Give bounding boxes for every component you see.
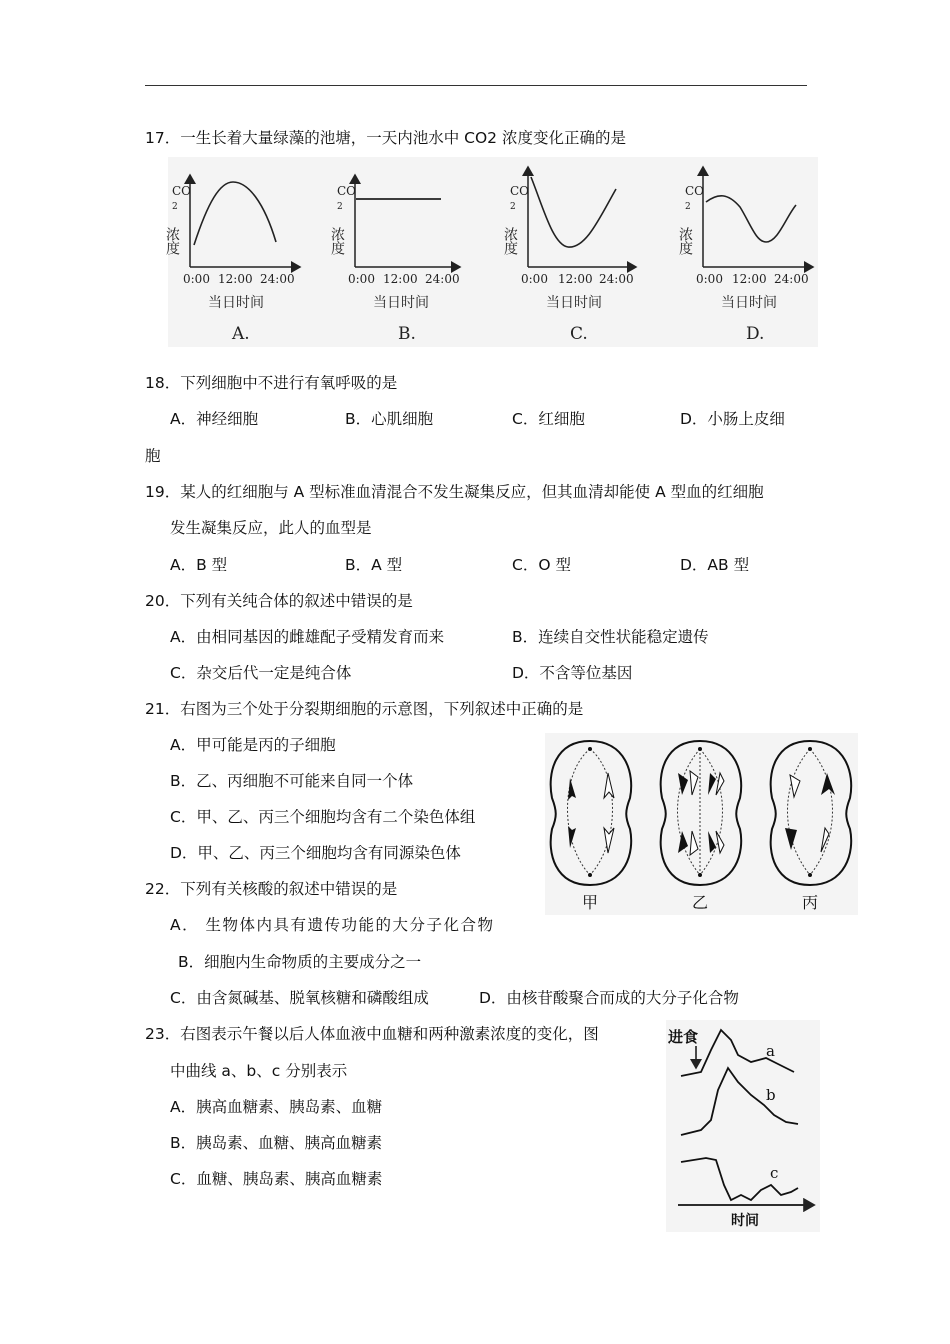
- curve-label-c: c: [770, 1164, 779, 1182]
- q22-option-c: C．由含氮碱基、脱氧核糖和磷酸组成: [170, 989, 429, 1007]
- graph-b: [329, 175, 460, 344]
- graph-c: [502, 167, 636, 344]
- q20-option-c: C．杂交后代一定是纯合体: [170, 664, 352, 682]
- q19-stem-line1: 19．某人的红细胞与 A 型标准血清混合不发生凝集反应，但其血清却能使 A 型血的红细胞: [145, 483, 764, 501]
- y-label-rest: 浓度: [164, 227, 180, 255]
- graph-d: [677, 167, 813, 344]
- q19-stem-line2: 发生凝集反应，此人的血型是: [170, 519, 372, 537]
- q19-option-c: C．O 型: [512, 556, 571, 574]
- q19-option-d: D．AB 型: [680, 556, 750, 574]
- y-label-sub: 2: [172, 202, 178, 212]
- y-label: CO: [510, 184, 530, 198]
- q23-hormone-figure: [666, 1020, 820, 1232]
- q19-option-a: A．B 型: [170, 556, 228, 574]
- hormone-curves: [666, 1020, 820, 1232]
- tick: 0:00: [696, 272, 723, 286]
- meal-label: 进食: [668, 1028, 699, 1046]
- tick: 24:00: [260, 272, 295, 286]
- y-label-sub: 2: [685, 202, 691, 212]
- tick: 12:00: [383, 272, 418, 286]
- q20-option-a: A．由相同基因的雌雄配子受精发育而来: [170, 628, 445, 646]
- q21-option-d: D．甲、乙、丙三个细胞均含有同源染色体: [170, 844, 461, 862]
- q23-stem-line2: 中曲线 a、b、c 分别表示: [170, 1062, 348, 1080]
- q19-option-b: B．A 型: [345, 556, 403, 574]
- tick: 0:00: [348, 272, 375, 286]
- x-label: 当日时间: [373, 295, 429, 311]
- q21-option-a: A．甲可能是丙的子细胞: [170, 736, 336, 754]
- curve-label-a: a: [766, 1042, 775, 1060]
- q22-option-a: A． 生物体内具有遗传功能的大分子化合物: [170, 916, 495, 934]
- cell-label-jia: 甲: [582, 893, 599, 912]
- x-label: 当日时间: [546, 295, 602, 311]
- tick: 24:00: [425, 272, 460, 286]
- tick: 24:00: [599, 272, 634, 286]
- y-label-rest: 浓度: [502, 227, 518, 255]
- curve-label-b: b: [766, 1086, 776, 1104]
- header-rule: [145, 85, 807, 86]
- y-label: CO: [685, 184, 705, 198]
- graph-letter: A.: [232, 324, 250, 344]
- y-label: CO: [172, 184, 192, 198]
- co2-graphs: [164, 157, 818, 347]
- graph-letter: C.: [570, 324, 588, 344]
- q21-option-b: B．乙、丙细胞不可能来自同一个体: [170, 772, 414, 790]
- dividing-cells: [545, 733, 858, 915]
- x-label: 当日时间: [721, 295, 777, 311]
- q17-graphs-figure: [164, 157, 818, 347]
- q22-stem: 22．下列有关核酸的叙述中错误的是: [145, 880, 398, 898]
- tick: 0:00: [521, 272, 548, 286]
- graph-letter: B.: [398, 324, 416, 344]
- q20-option-b: B．连续自交性状能稳定遗传: [512, 628, 709, 646]
- x-axis-label: 时间: [731, 1213, 759, 1229]
- x-label: 当日时间: [208, 295, 264, 311]
- q17-stem: 17．一生长着大量绿藻的池塘，一天内池水中 CO2 浓度变化正确的是: [145, 129, 626, 147]
- tick: 12:00: [558, 272, 593, 286]
- y-label-sub: 2: [510, 202, 516, 212]
- q18-option-b: B．心肌细胞: [345, 410, 434, 428]
- q20-stem: 20．下列有关纯合体的叙述中错误的是: [145, 592, 413, 610]
- q18-option-a: A．神经细胞: [170, 410, 259, 428]
- q21-stem: 21．右图为三个处于分裂期细胞的示意图，下列叙述中正确的是: [145, 700, 584, 718]
- q23-option-b: B．胰岛素、血糖、胰高血糖素: [170, 1134, 383, 1152]
- y-label-rest: 浓度: [329, 227, 345, 255]
- tick: 12:00: [732, 272, 767, 286]
- tick: 12:00: [218, 272, 253, 286]
- tick: 24:00: [774, 272, 809, 286]
- q21-option-c: C．甲、乙、丙三个细胞均含有二个染色体组: [170, 808, 476, 826]
- q18-option-c: C．红细胞: [512, 410, 585, 428]
- y-label: CO: [337, 184, 357, 198]
- q23-stem-line1: 23．右图表示午餐以后人体血液中血糖和两种激素浓度的变化，图: [145, 1025, 599, 1043]
- q21-cells-figure: [545, 733, 858, 915]
- q18-stem: 18．下列细胞中不进行有氧呼吸的是: [145, 374, 398, 392]
- q23-option-c: C．血糖、胰岛素、胰高血糖素: [170, 1170, 383, 1188]
- y-label-rest: 浓度: [677, 227, 693, 255]
- q18-option-d-wrap: 胞: [145, 447, 161, 465]
- cell-label-bing: 丙: [802, 893, 819, 912]
- tick: 0:00: [183, 272, 210, 286]
- y-label-sub: 2: [337, 202, 343, 212]
- q22-option-d: D．由核苷酸聚合而成的大分子化合物: [479, 989, 739, 1007]
- q18-option-d: D．小肠上皮细: [680, 410, 785, 428]
- q23-option-a: A．胰高血糖素、胰岛素、血糖: [170, 1098, 383, 1116]
- q20-option-d: D．不含等位基因: [512, 664, 633, 682]
- graph-letter: D.: [746, 324, 765, 344]
- q22-option-b: B．细胞内生命物质的主要成分之一: [178, 953, 422, 971]
- graph-a: [164, 175, 300, 344]
- cell-label-yi: 乙: [692, 893, 709, 912]
